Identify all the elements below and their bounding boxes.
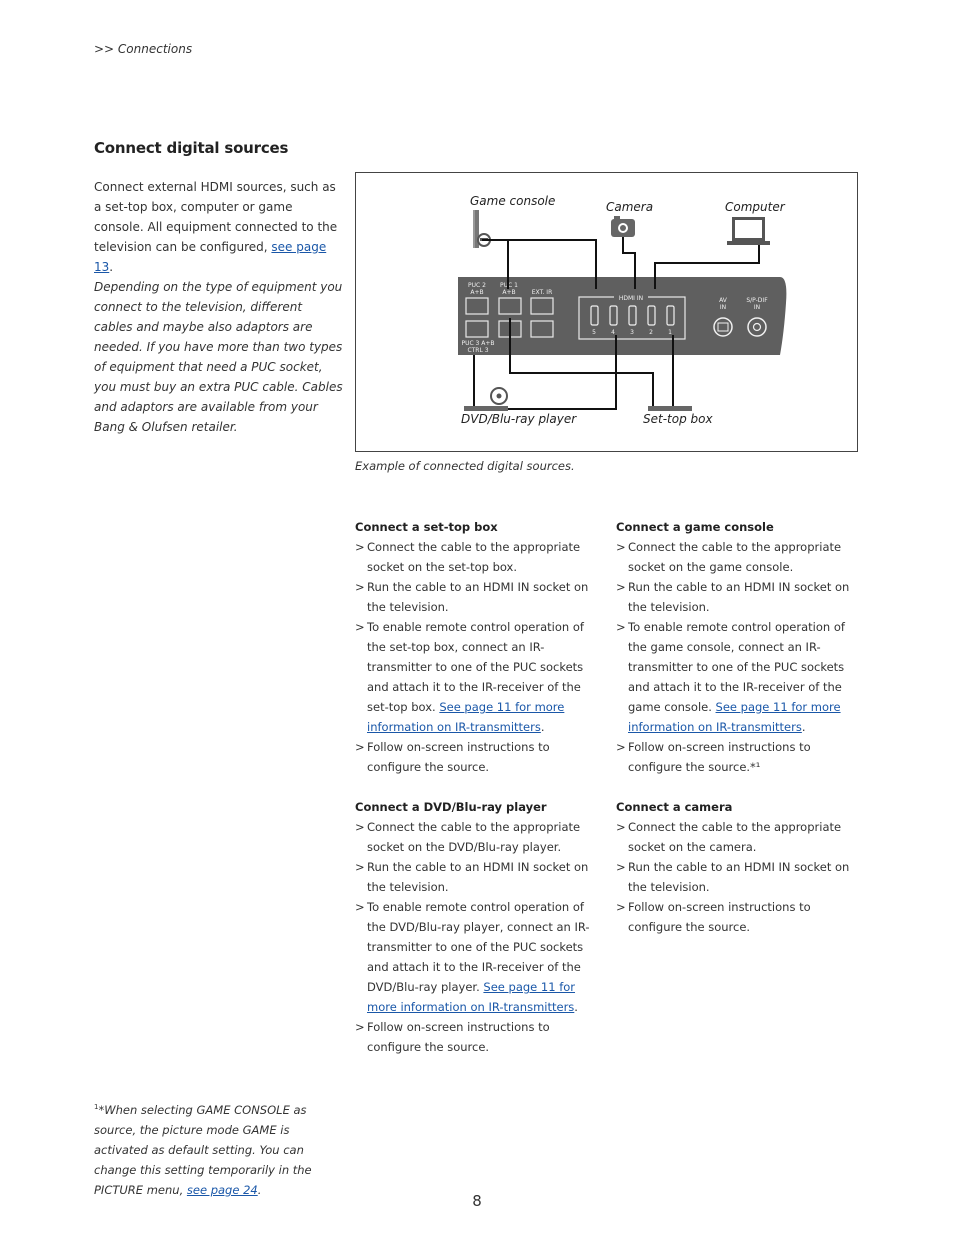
footnote-link-page-24[interactable]: see page 24 bbox=[186, 1182, 258, 1197]
list-item: > Run the cable to an HDMI IN socket on the television. bbox=[355, 857, 603, 897]
intro-text: Connect external HDMI sources, such as a set-top box, computer or game console. All equipment connected to the television can be configured, bbox=[94, 180, 338, 254]
page-number: 8 bbox=[472, 1192, 482, 1210]
equipment-note: Depending on the type of equipment you connect to the television, different cables and maybe also adaptors are needed. If you have more than two types of equipment that need a PUC socket, you must buy an extra PUC cable. Cables and adaptors are available from your Bang & Olufsen retailer. bbox=[94, 280, 343, 434]
list-item-text: To enable remote control operation of the DVD/Blu-ray player, connect an IR-transmitter to one of the PUC sockets and attach it to the IR-receiver of the DVD/Blu-ray player. bbox=[367, 900, 590, 994]
label-dvd-player: DVD/Blu-ray player bbox=[461, 412, 577, 426]
computer-icon bbox=[727, 217, 770, 245]
section-camera-title: Connect a camera bbox=[616, 800, 733, 814]
list-item bbox=[355, 617, 603, 737]
footnote bbox=[94, 1097, 344, 1200]
connection-diagram-svg bbox=[356, 173, 857, 451]
section-dvd bbox=[355, 797, 603, 1057]
link-page-11[interactable]: See page 11 for more information on IR-transmitters bbox=[367, 700, 565, 734]
section-settop-title: Connect a set-top box bbox=[355, 520, 498, 534]
connection-diagram bbox=[355, 172, 858, 452]
list-item: > Follow on-screen instructions to configure the source.*¹ bbox=[616, 737, 864, 777]
label-puc1-sub: A+B bbox=[502, 289, 516, 296]
section-heading: Connect digital sources bbox=[94, 139, 289, 157]
list-item bbox=[355, 897, 603, 1017]
hdmi-number-3: 3 bbox=[630, 329, 634, 336]
section-game-list bbox=[616, 537, 864, 777]
footnote-text: *When selecting GAME CONSOLE as source, the picture mode GAME is activated as default setting. You can change this setting temporarily in the PICTURE menu, bbox=[94, 1102, 312, 1197]
section-dvd-list bbox=[355, 817, 603, 1057]
figure-caption: Example of connected digital sources. bbox=[355, 459, 575, 473]
label-hdmi-in: HDMI IN bbox=[618, 295, 644, 302]
hdmi-number-4: 4 bbox=[611, 329, 615, 336]
list-item-text: To enable remote control operation of the game console, connect an IR-transmitter to one of the PUC sockets and attach it to the IR-receiver of the game console. bbox=[628, 620, 845, 714]
list-item: > Run the cable to an HDMI IN socket on the television. bbox=[616, 577, 864, 617]
label-settop-box: Set-top box bbox=[643, 412, 713, 426]
list-item bbox=[616, 617, 864, 737]
label-ext-ir: EXT. IR bbox=[531, 289, 553, 296]
settop-box-icon bbox=[648, 406, 692, 411]
list-item-text: To enable remote control operation of the set-top box, connect an IR-transmitter to one of the PUC sockets and attach it to the IR-receiver of the set-top box. bbox=[367, 620, 584, 714]
label-ctrl3: CTRL 3 bbox=[467, 347, 489, 354]
section-dvd-title: Connect a DVD/Blu-ray player bbox=[355, 800, 547, 814]
section-game-title: Connect a game console bbox=[616, 520, 774, 534]
hdmi-number-5: 5 bbox=[592, 329, 596, 336]
label-av: AV bbox=[719, 297, 727, 304]
dvd-player-icon bbox=[464, 388, 508, 411]
section-camera bbox=[616, 797, 864, 937]
list-item: > Run the cable to an HDMI IN socket on the television. bbox=[355, 577, 603, 617]
label-av-in: IN bbox=[719, 304, 727, 311]
label-game-console: Game console bbox=[470, 194, 556, 208]
section-camera-list bbox=[616, 817, 864, 937]
list-item-end: . bbox=[540, 720, 545, 734]
label-puc1: PUC 1 bbox=[500, 282, 518, 289]
list-item: > Run the cable to an HDMI IN socket on the television. bbox=[616, 857, 864, 897]
hdmi-number-2: 2 bbox=[649, 329, 653, 336]
section-settop bbox=[355, 517, 603, 777]
game-console-icon bbox=[473, 210, 490, 248]
list-item: > Follow on-screen instructions to configure the source. bbox=[355, 737, 603, 777]
label-puc3: PUC 3 A+B bbox=[461, 340, 495, 347]
list-item: > Connect the cable to the appropriate socket on the camera. bbox=[616, 817, 864, 857]
label-puc2: PUC 2 bbox=[468, 282, 486, 289]
list-item: > Connect the cable to the appropriate socket on the set-top box. bbox=[355, 537, 603, 577]
label-spdif: S/P-DIF bbox=[746, 297, 768, 304]
label-puc2-sub: A+B bbox=[470, 289, 484, 296]
intro-link-page-13[interactable]: see page 13 bbox=[94, 240, 327, 274]
link-page-11[interactable]: See page 11 for more information on IR-transmitters bbox=[628, 700, 841, 734]
intro-paragraph bbox=[94, 177, 344, 277]
list-item: > Connect the cable to the appropriate socket on the DVD/Blu-ray player. bbox=[355, 817, 603, 857]
breadcrumb: >> Connections bbox=[94, 42, 193, 56]
footnote-marker: 1 bbox=[94, 1103, 99, 1111]
label-spdif-in: IN bbox=[753, 304, 761, 311]
label-computer: Computer bbox=[725, 200, 785, 214]
list-item: > Follow on-screen instructions to configure the source. bbox=[355, 1017, 603, 1057]
link-page-11[interactable]: See page 11 for more information on IR-transmitters bbox=[367, 980, 576, 1014]
section-game-console bbox=[616, 517, 864, 777]
list-item-end: . bbox=[801, 720, 806, 734]
label-camera: Camera bbox=[606, 200, 654, 214]
section-settop-list bbox=[355, 537, 603, 777]
hdmi-number-1: 1 bbox=[668, 329, 672, 336]
list-item-end: . bbox=[574, 1000, 578, 1014]
list-item: > Connect the cable to the appropriate socket on the game console. bbox=[616, 537, 864, 577]
intro-end: . bbox=[109, 260, 114, 274]
list-item: > Follow on-screen instructions to configure the source. bbox=[616, 897, 864, 937]
footnote-end: . bbox=[257, 1182, 262, 1197]
camera-icon bbox=[611, 216, 635, 237]
